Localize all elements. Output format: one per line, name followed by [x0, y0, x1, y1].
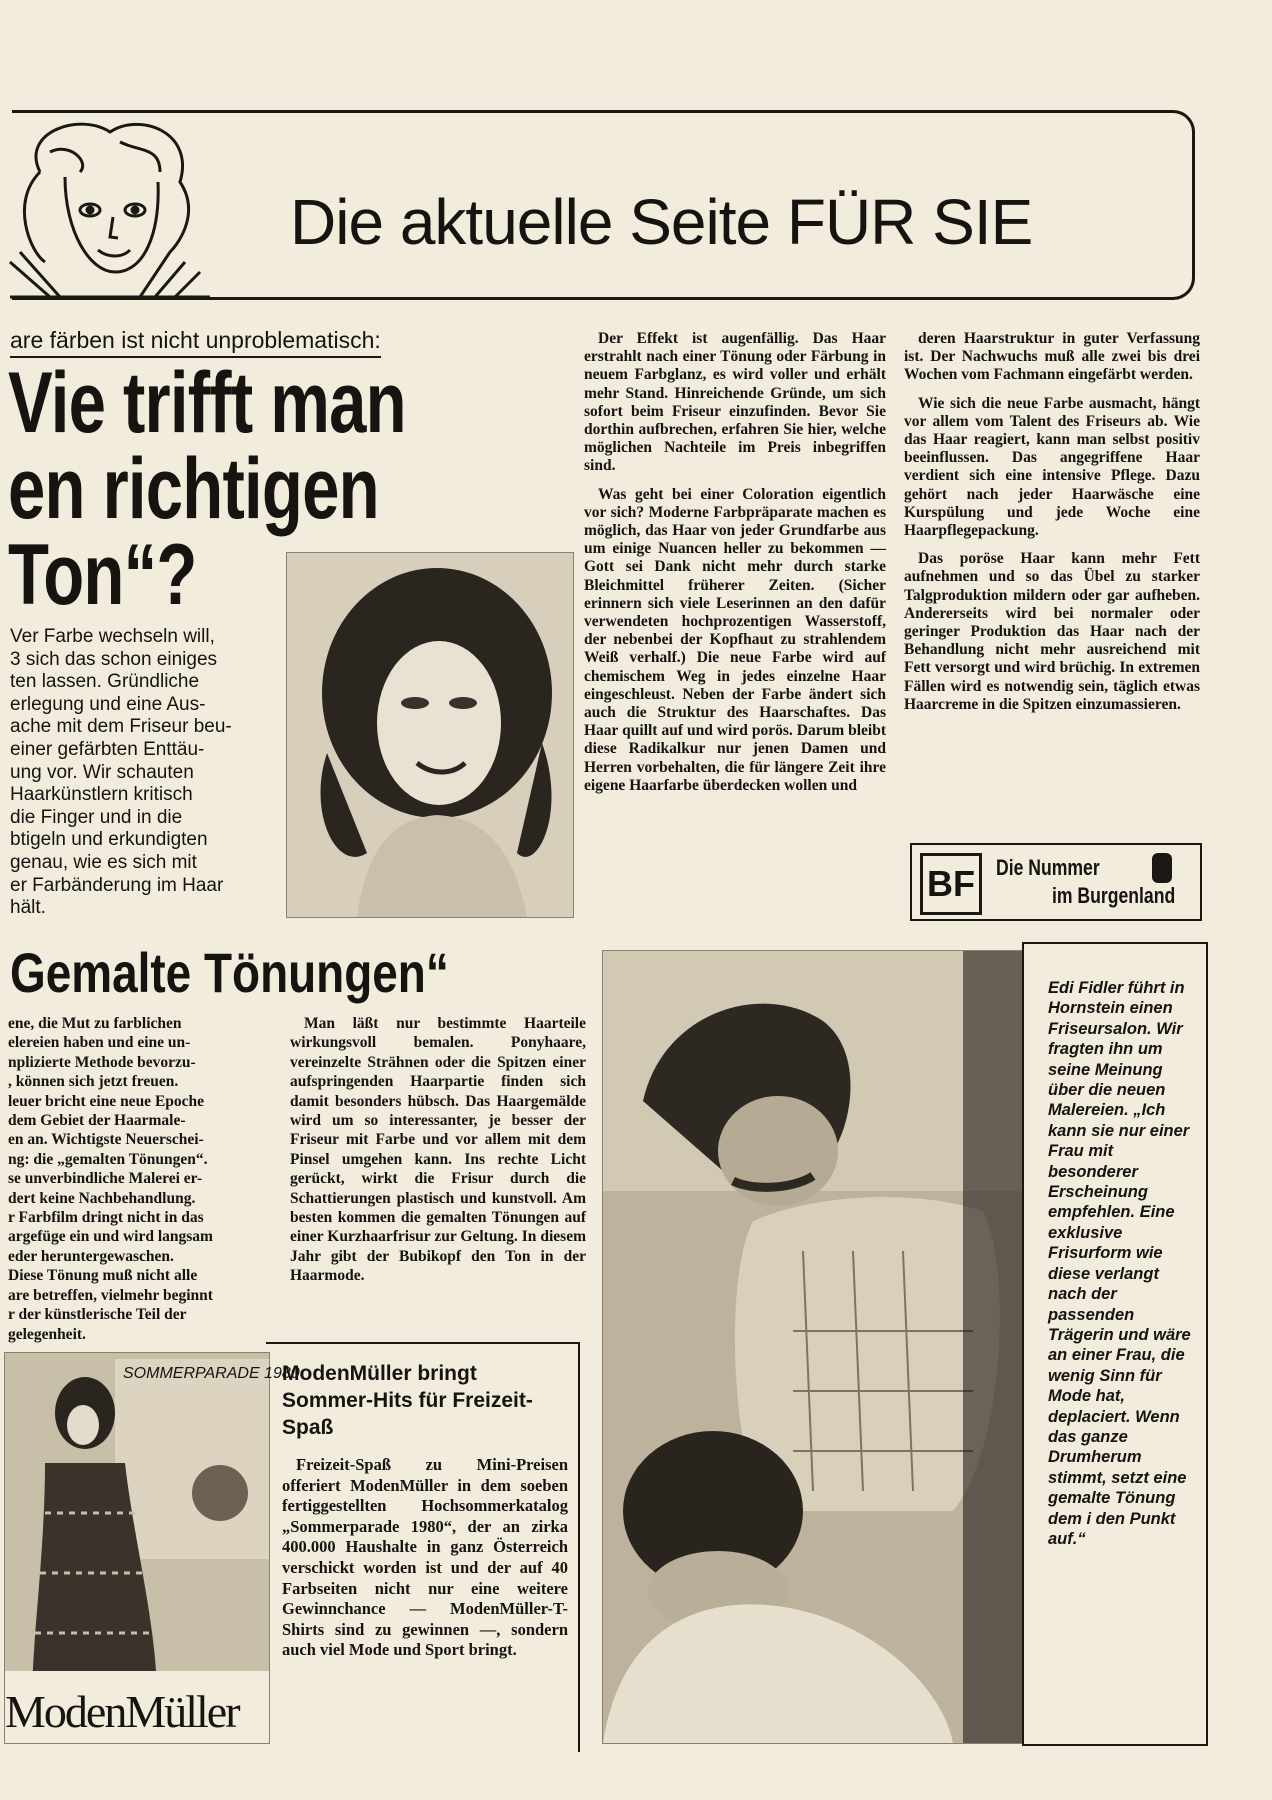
intro-line: er Farbänderung im Haar	[10, 874, 224, 896]
intro-line: 3 sich das schon einiges	[10, 648, 218, 670]
bf-slogan-line-2: im Burgenland	[1052, 883, 1176, 908]
article-column-3	[904, 330, 1200, 830]
article2-line: eder heruntergewaschen.	[8, 1247, 174, 1265]
intro-line: Ver Farbe wechseln will,	[10, 626, 215, 647]
article2-line: en an. Wichtigste Neuerschei-	[8, 1131, 204, 1149]
photo-caption-box	[1022, 942, 1208, 1746]
article2-line: dem Gebiet der Haarmale-	[8, 1112, 186, 1130]
intro-line: Haarkünstlern kritisch	[10, 784, 193, 806]
article-paragraph: Das poröse Haar kann mehr Fett aufnehmen und so das Übel zu starker Talgproduktion mildern oder gar aufheben. Andererseits wird bei normaler oder geringer Produktion das Haar nach der Behandlung nicht mehr ausreichend mit Fett versorgt und wird brüchig. In extremen Fällen wird es notwendig sein, täglich etwas Haarcreme in die Spitzen einzumassieren.	[904, 550, 1200, 713]
modenmueller-paragraph: Freizeit-Spaß zu Mini-Preisen offeriert ModenMüller in dem soeben fertiggestellten Hochsommerkatalog „Sommerparade 1980“, der an zirka 400.000 Haushalte in ganz Österreich verschickt worden ist und der auf 40 Farbseiten nicht nur eine weitere Gewinnchance — ModenMüller-T-Shirts sind zu gewinnen —, sondern auch viel Mode und Sport bringt.	[282, 1455, 568, 1660]
article2-line: elereien haben und eine un-	[8, 1034, 191, 1052]
catalog-photo	[4, 1352, 300, 1744]
article2-line: ene, die Mut zu farblichen	[8, 1015, 182, 1032]
article-paragraph: Was geht bei einer Coloration eigentlich vor sich? Moderne Farbpräparate machen es möglich, das Haar von jeder Grundfarbe aus um einige Nuancen heller zu bekommen — Gott sei Dank nicht mehr durch starke Bleichmittel früherer Zeiten. (Sicher erinnern sich viele Leserinnen an den dafür verwendeten hochprozentigen Wasserstoff, der nebenbei der Kopfhaut zu strahlendem Weiß verhalf.) Die neue Farbe wird auf chemischem Weg in jedes einzelne Haar eingeschleust. Neben der Farbe ändert sich auch die Struktur des Haarschaftes. Das Haar quillt auf und wird porös. Darum bleibt diese Radikalkur nur jenen Damen und Herren vorbehalten, die für längere Zeit ihre eigene Haarfarbe überdecken wollen und	[584, 485, 886, 794]
article2-line: r der künstlerische Teil der	[8, 1306, 187, 1324]
article2-line: argefüge ein und wird langsam	[8, 1228, 213, 1246]
catalog-banner-text: SOMMERPARADE 1980	[123, 1365, 300, 1382]
article-paragraph: Der Effekt ist augenfällig. Das Haar erstrahlt nach einer Tönung oder Färbung in neuem Farbglanz, es wird voller und erhält mehr Stand. Hinreichende Gründe, um sich sofort beim Friseur einzufinden. Bevor Sie dorthin aufbrechen, erfahren Sie hier, welche möglichen Nachteile im Preis inbegriffen sind.	[584, 330, 886, 475]
article2-line: Diese Tönung muß nicht alle	[8, 1267, 198, 1285]
article2-line: leuer bricht eine neue Epoche	[8, 1092, 205, 1110]
intro-line: hält.	[10, 897, 46, 919]
article-paragraph: deren Haarstruktur in guter Verfassung ist. Der Nachwuchs muß alle zwei bis drei Wochen vom Fachmann eingefärbt werden.	[904, 330, 1200, 384]
article-intro	[10, 626, 272, 920]
intro-line: die Finger und in die	[10, 806, 183, 828]
headline-line: Ton“?	[8, 527, 197, 623]
intro-line: btigeln und erkundigten	[10, 829, 208, 851]
intro-line: ten lassen. Gründliche	[10, 671, 200, 693]
article-column-2	[584, 330, 886, 918]
photo-caption: Edi Fidler führt in Hornstein einen Friseursalon. Wir fragten ihn um seine Meinung über die neuen Malereien. „Ich kann sie nur einer Frau mit besonderer Erscheinung empfehlen. Eine exklusive Frisurform wie diese verlangt nach der passenden Trägerin und wäre an einer Frau, die wenig Sinn für Mode hat, deplaciert. Wenn das ganze Drumherum stimmt, setzt eine gemalte Tönung dem i den Punkt auf.“	[1048, 979, 1191, 1548]
intro-line: ache mit dem Friseur beu-	[10, 716, 232, 738]
hairdresser-image	[603, 951, 1023, 1743]
bf-advertisement	[910, 843, 1202, 921]
article2-line: are betreffen, vielmehr beginnt	[8, 1286, 213, 1304]
article2-line: ng: die „gemalten Tönungen“.	[8, 1150, 208, 1168]
portrait-photo	[286, 552, 574, 918]
bf-logo: BF	[920, 853, 982, 915]
article2-line: se unverbindliche Malerei er-	[8, 1170, 203, 1188]
article2-line: r Farbfilm dringt nicht in das	[8, 1209, 204, 1227]
intro-line: einer gefärbten Enttäu-	[10, 738, 205, 760]
headline-line: en richtigen	[8, 441, 379, 537]
page-section-title: Die aktuelle Seite FÜR SIE	[290, 186, 1033, 258]
hairdresser-photo	[602, 950, 1024, 1744]
article2-line: nplizierte Methode bevorzu-	[8, 1053, 196, 1071]
article2-line: dert keine Nachbehandlung.	[8, 1189, 196, 1207]
number-one-icon	[1152, 853, 1172, 883]
bf-slogan-line-1: Die Nummer	[996, 855, 1100, 880]
intro-line: ung vor. Wir schauten	[10, 761, 194, 783]
intro-line: erlegung und eine Aus-	[10, 693, 206, 715]
woman-portrait-image	[287, 553, 573, 917]
modenmueller-body	[266, 1441, 578, 1661]
woman-illustration-logo	[10, 112, 210, 302]
modenmueller-headline: ModenMüller bringt Sommer-Hits für Freizeit-Spaß	[282, 1362, 533, 1439]
intro-line: genau, wie es sich mit	[10, 851, 197, 873]
article-kicker: are färben ist nicht unproblematisch:	[10, 327, 381, 358]
article2-column-2	[290, 1014, 586, 1332]
article2-line: , können sich jetzt freuen.	[8, 1073, 179, 1091]
modenmueller-logo: ModenMüller	[5, 1686, 239, 1737]
article2-paragraph: Man läßt nur bestimmte Haarteile wirkungsvoll bemalen. Ponyhaare, vereinzelte Strähnen oder die Spitzen einer aufspringenden Haarpartie finden sich damit besonders hübsch. Das Haargemälde wird um so interessanter, je besser der Friseur mit Farbe und vor allem mit dem Pinsel umgehen kann. Ins rechte Licht gerückt, wirkt die Frisur durch die Schattierungen plastisch und kunstvoll. Am besten kommen die gemalten Tönungen auf einer Kurzhaarfrisur zur Geltung. In diesem Jahr gibt der Bubikopf den Ton in der Haarmode.	[290, 1015, 586, 1285]
article2-line: gelegenheit.	[8, 1325, 86, 1343]
headline-line: Vie trifft man	[8, 355, 406, 451]
article2-column-1	[8, 1014, 270, 1344]
modenmueller-article	[266, 1342, 580, 1752]
article-paragraph: Wie sich die neue Farbe ausmacht, hängt vor allem vom Talent des Friseurs ab. Wie das Haar reagiert, kann man selbst positiv beeinflussen. Das angegriffene Haar verdient sich eine intensive Pflege. Dazu gehört nach jeder Haarwäsche eine Kurspülung und jede Woche eine Haarpflegepackung.	[904, 394, 1200, 540]
article2-headline: Gemalte Tönungen“	[10, 941, 449, 1004]
